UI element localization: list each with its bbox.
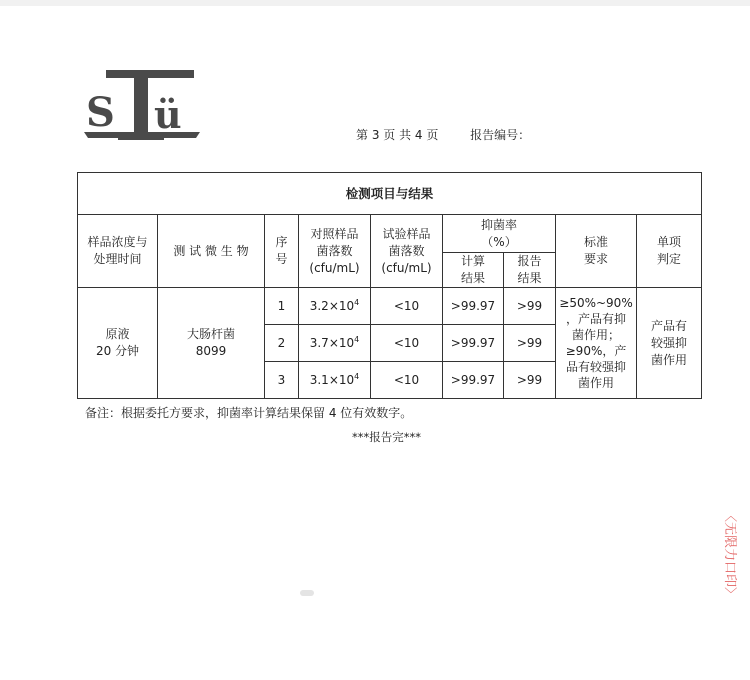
header-standard: 标准要求 <box>556 215 637 288</box>
report-number-label: 报告编号： <box>470 128 531 142</box>
seq-cell: 3 <box>265 362 299 399</box>
header-inhibition-rate: 抑菌率（%） <box>443 215 556 253</box>
header-test-count: 试验样品菌落数(cfu/mL) <box>371 215 443 288</box>
table-note: 备注：根据委托方要求，抑菌率计算结果保留 4 位有效数字。 <box>85 406 413 420</box>
calc-result-cell: >99.97 <box>443 362 504 399</box>
results-table <box>77 172 702 399</box>
microbe-cell <box>158 288 265 399</box>
judgement-cell: 产品有 较强抑 菌作用 <box>637 288 702 399</box>
report-end-marker: ***报告完*** <box>352 430 421 444</box>
control-count-cell: $3.1\times 10^4$ <box>299 362 371 399</box>
report-result-cell: >99 <box>504 288 556 325</box>
table-row <box>78 288 702 325</box>
standard-requirement-cell: ≥50%~90% ，产品有抑 菌作用； ≥90%，产 品有较强抑 菌作用 <box>556 288 637 399</box>
svg-text:S: S <box>86 89 115 136</box>
scan-top-edge <box>0 0 750 6</box>
header-sequence: 序号 <box>265 215 299 288</box>
svg-text:ü: ü <box>154 92 182 137</box>
test-count-cell: <10 <box>371 325 443 362</box>
control-count-cell: $3.2\times 10^4$ <box>299 288 371 325</box>
table-title: 检测项目与结果 <box>78 173 702 215</box>
seq-cell: 2 <box>265 325 299 362</box>
header-sample-concentration: 样品浓度与处理时间 <box>78 215 158 288</box>
header-test-microbe: 测 试 微 生 物 <box>158 215 265 288</box>
page-number-text: 第 3 页 共 4 页 <box>356 128 439 142</box>
svg-text:〈无限力口印〉: 〈无限力口印〉 <box>722 509 737 601</box>
stu-logo <box>78 62 210 144</box>
seq-cell: 1 <box>265 288 299 325</box>
header-report-result: 报告结果 <box>504 253 556 288</box>
calc-result-cell: >99.97 <box>443 325 504 362</box>
header-control-count: 对照样品菌落数(cfu/mL) <box>299 215 371 288</box>
red-seal-stamp <box>716 505 746 655</box>
sample-line-1: 原液 <box>105 327 130 341</box>
header-calc-result: 计算结果 <box>443 253 504 288</box>
microbe-name: 大肠杆菌 <box>186 327 235 341</box>
calc-result-cell: >99.97 <box>443 288 504 325</box>
test-count-cell: <10 <box>371 362 443 399</box>
sample-line-2: 20 分钟 <box>95 344 140 358</box>
microbe-strain: 8099 <box>195 344 227 358</box>
control-count-cell: $3.7\times 10^4$ <box>299 325 371 362</box>
sample-concentration-cell <box>78 288 158 399</box>
scan-smudge <box>300 590 314 596</box>
header-judgement: 单项判定 <box>637 215 702 288</box>
report-result-cell: >99 <box>504 362 556 399</box>
page-header-info <box>356 126 536 143</box>
test-count-cell: <10 <box>371 288 443 325</box>
report-result-cell: >99 <box>504 325 556 362</box>
